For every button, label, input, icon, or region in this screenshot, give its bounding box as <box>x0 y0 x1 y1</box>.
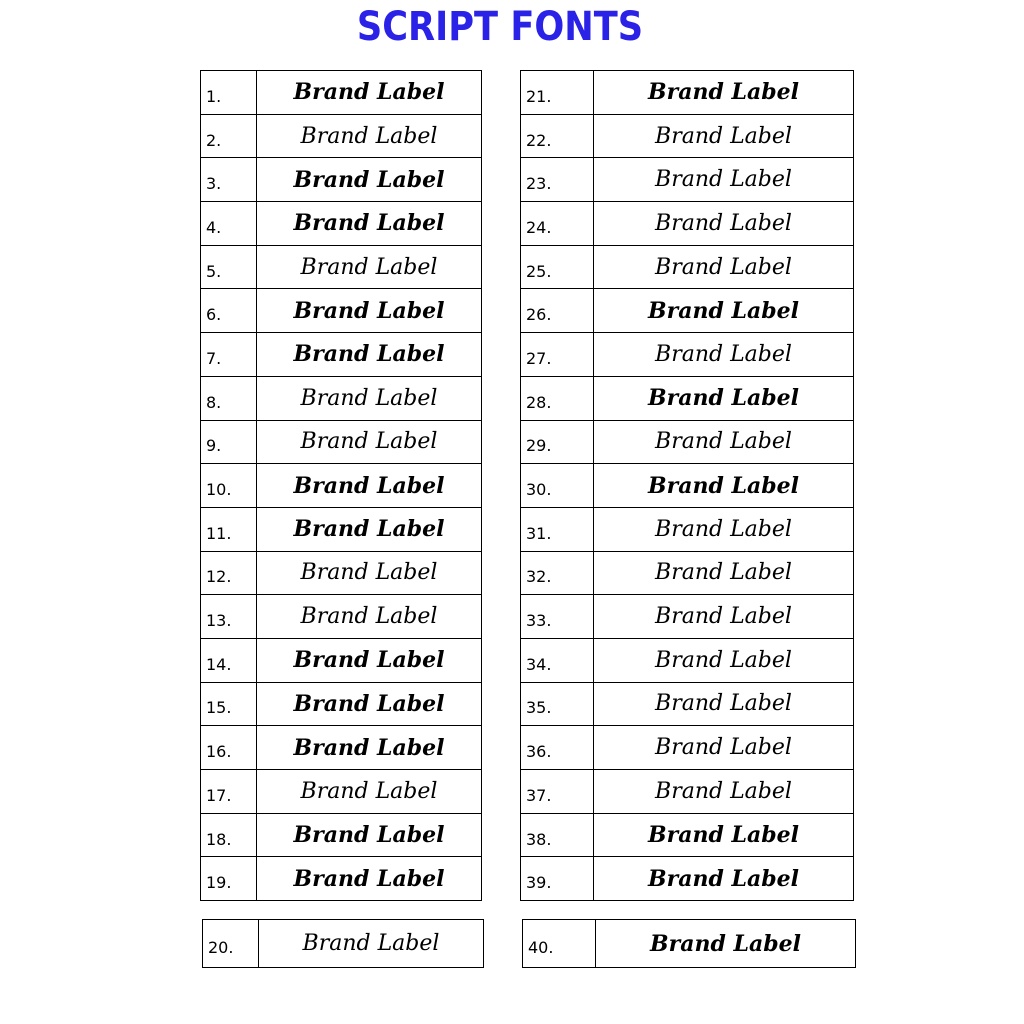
font-sample: Brand Label <box>594 726 854 770</box>
font-table-right-extra <box>522 919 856 968</box>
row-number: 35. <box>521 682 594 726</box>
table-row <box>521 638 854 682</box>
row-number: 11. <box>201 507 257 551</box>
table-row <box>521 420 854 464</box>
table-row <box>201 726 482 770</box>
table-row <box>201 158 482 202</box>
font-sample: Brand Label <box>594 202 854 246</box>
table-row <box>203 920 484 968</box>
row-number: 40. <box>523 920 596 968</box>
row-number: 17. <box>201 770 257 814</box>
row-number: 9. <box>201 420 257 464</box>
table-row <box>201 595 482 639</box>
row-number: 12. <box>201 551 257 595</box>
table-row <box>521 158 854 202</box>
row-number: 36. <box>521 726 594 770</box>
page-title: SCRIPT FONTS <box>356 4 644 50</box>
font-sample: Brand Label <box>594 464 854 508</box>
font-sample: Brand Label <box>257 376 482 420</box>
table-row <box>201 464 482 508</box>
font-sample: Brand Label <box>257 595 482 639</box>
font-sample: Brand Label <box>257 813 482 857</box>
font-sample: Brand Label <box>594 551 854 595</box>
row-number: 32. <box>521 551 594 595</box>
font-sample: Brand Label <box>257 551 482 595</box>
table-row <box>201 71 482 115</box>
table-row <box>521 726 854 770</box>
font-sample: Brand Label <box>257 333 482 377</box>
table-row <box>521 376 854 420</box>
table-row <box>521 813 854 857</box>
row-number: 10. <box>201 464 257 508</box>
font-sample: Brand Label <box>594 638 854 682</box>
table-row <box>521 857 854 901</box>
font-sample: Brand Label <box>257 726 482 770</box>
font-sample: Brand Label <box>594 71 854 115</box>
table-row <box>201 770 482 814</box>
row-number: 31. <box>521 507 594 551</box>
font-sample: Brand Label <box>594 595 854 639</box>
font-sample: Brand Label <box>594 114 854 158</box>
font-sample: Brand Label <box>594 333 854 377</box>
table-row <box>521 770 854 814</box>
font-sample: Brand Label <box>594 420 854 464</box>
row-number: 6. <box>201 289 257 333</box>
row-number: 27. <box>521 333 594 377</box>
font-table-right <box>520 70 854 901</box>
row-number: 21. <box>521 71 594 115</box>
row-number: 39. <box>521 857 594 901</box>
row-number: 25. <box>521 245 594 289</box>
table-row <box>521 507 854 551</box>
font-sample: Brand Label <box>257 202 482 246</box>
font-sample: Brand Label <box>594 857 854 901</box>
font-sample: Brand Label <box>257 507 482 551</box>
table-row <box>201 507 482 551</box>
table-row <box>201 551 482 595</box>
row-number: 5. <box>201 245 257 289</box>
font-sample: Brand Label <box>257 71 482 115</box>
row-number: 37. <box>521 770 594 814</box>
row-number: 7. <box>201 333 257 377</box>
font-sample: Brand Label <box>594 682 854 726</box>
row-number: 24. <box>521 202 594 246</box>
table-row <box>521 289 854 333</box>
row-number: 19. <box>201 857 257 901</box>
row-number: 8. <box>201 376 257 420</box>
row-number: 38. <box>521 813 594 857</box>
row-number: 15. <box>201 682 257 726</box>
row-number: 33. <box>521 595 594 639</box>
row-number: 29. <box>521 420 594 464</box>
table-row <box>201 857 482 901</box>
row-number: 14. <box>201 638 257 682</box>
font-sample: Brand Label <box>594 158 854 202</box>
row-number: 23. <box>521 158 594 202</box>
table-row <box>521 464 854 508</box>
table-row <box>523 920 856 968</box>
table-row <box>521 202 854 246</box>
row-number: 3. <box>201 158 257 202</box>
font-sample: Brand Label <box>257 682 482 726</box>
table-row <box>201 114 482 158</box>
font-table-left-extra <box>202 919 484 968</box>
row-number: 18. <box>201 813 257 857</box>
table-row <box>201 638 482 682</box>
font-sample: Brand Label <box>594 376 854 420</box>
row-number: 2. <box>201 114 257 158</box>
font-sample: Brand Label <box>257 770 482 814</box>
font-sample: Brand Label <box>257 245 482 289</box>
table-row <box>201 289 482 333</box>
row-number: 16. <box>201 726 257 770</box>
font-sample: Brand Label <box>594 813 854 857</box>
font-sample: Brand Label <box>259 920 484 968</box>
table-row <box>521 245 854 289</box>
row-number: 20. <box>203 920 259 968</box>
font-sample: Brand Label <box>257 420 482 464</box>
row-number: 1. <box>201 71 257 115</box>
row-number: 34. <box>521 638 594 682</box>
table-row <box>201 202 482 246</box>
row-number: 4. <box>201 202 257 246</box>
row-number: 30. <box>521 464 594 508</box>
row-number: 28. <box>521 376 594 420</box>
table-row <box>201 420 482 464</box>
font-sample: Brand Label <box>594 245 854 289</box>
font-sample: Brand Label <box>594 770 854 814</box>
font-sample: Brand Label <box>257 158 482 202</box>
table-row <box>521 71 854 115</box>
table-row <box>201 376 482 420</box>
font-table-left <box>200 70 482 901</box>
font-sample: Brand Label <box>257 638 482 682</box>
table-row <box>521 551 854 595</box>
font-sample: Brand Label <box>596 920 856 968</box>
table-row <box>521 682 854 726</box>
row-number: 13. <box>201 595 257 639</box>
font-sample: Brand Label <box>257 289 482 333</box>
font-sample: Brand Label <box>257 464 482 508</box>
font-sample: Brand Label <box>594 289 854 333</box>
table-row <box>201 813 482 857</box>
table-row <box>521 114 854 158</box>
row-number: 26. <box>521 289 594 333</box>
row-number: 22. <box>521 114 594 158</box>
font-sample: Brand Label <box>257 857 482 901</box>
table-row <box>521 333 854 377</box>
table-row <box>201 245 482 289</box>
table-row <box>201 682 482 726</box>
font-sample: Brand Label <box>594 507 854 551</box>
table-row <box>521 595 854 639</box>
table-row <box>201 333 482 377</box>
font-sample: Brand Label <box>257 114 482 158</box>
